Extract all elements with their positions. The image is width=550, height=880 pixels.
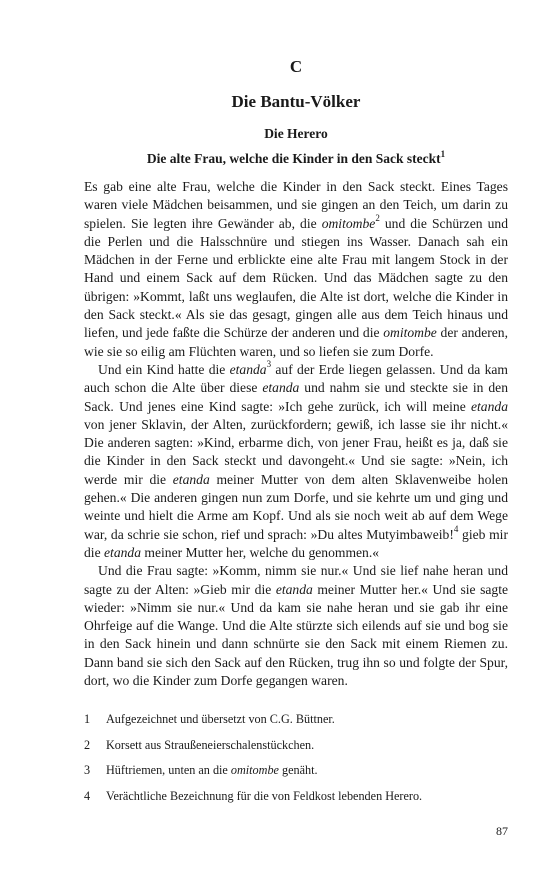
text-run: und nahm sie und steckte sie in den Sack. Und jenes eine Kind sagte: »Ich gehe zurück, ich will meine xyxy=(84,380,508,414)
paragraph xyxy=(84,562,508,690)
chapter-letter: C xyxy=(289,57,303,76)
text-run: der anderen, wie sie so eilig am Flüchten waren, und so liefen sie zum Dorfe. xyxy=(84,325,508,359)
italic-term: etanda xyxy=(471,398,508,414)
footnote-ref: 4 xyxy=(453,524,459,535)
section-title: Die Herero xyxy=(264,126,328,141)
footnote xyxy=(84,763,508,778)
story-body xyxy=(84,178,508,690)
italic-term: etanda xyxy=(275,581,313,597)
text-run: gieb mir die xyxy=(84,526,508,560)
footnote-ref: 3 xyxy=(266,359,272,370)
text-run: Es gab eine alte Frau, welche die Kinder in den Sack steckt. Eines Tages waren viele Mädchen beisammen, und sie gingen an den Teich, um darin zu spielen. Sie legten ihre Gewänder ab, die xyxy=(84,179,508,231)
italic-term: omitombe xyxy=(383,325,437,341)
story-title xyxy=(84,148,508,167)
italic-term: etanda xyxy=(172,471,210,487)
text-run: Verächtliche Bezeichnung für die von Feldkost lebenden Herero. xyxy=(106,789,423,803)
text-run: meiner Mutter her.« Und sie sagte wieder: »Nimm sie nur.« Und da kam sie nahe heran und sie gab ihr eine Ohrfeige auf die Wange. Und die Alte stürzte sich eilends auf sie und bog sie in den Sack hinein und dann schnürte sie den Sack mit einem Riemen zu. Dann band sie sich den Sack auf den Rücken, trug ihn so und folgte der Spur, dort, wo die Kinder zum Dorfe gegangen waren. xyxy=(84,581,509,689)
paragraph xyxy=(84,178,508,361)
story-title-text: Die alte Frau, welche die Kinder in den Sack steckt xyxy=(146,151,441,166)
italic-term: omitombe xyxy=(321,215,376,231)
page-number: 87 xyxy=(496,824,508,838)
footnote xyxy=(84,712,508,727)
footnote-ref: 2 xyxy=(375,213,380,224)
italic-term: etanda xyxy=(104,544,142,560)
text-run: Korsett aus Straußeneierschalenstückchen. xyxy=(106,738,315,752)
paragraph xyxy=(84,361,508,562)
italic-term: etanda xyxy=(229,361,267,377)
text-run: von jener Sklavin, der Alten, zurückfordern; gewiß, ich lasse sie ihr nicht.« Die anderen sagten: »Kind, erbarme dich, von jener Frau, heißt es ja, daß sie die Kinder in den Sack steckt und davongeht.« Und sie sagte: »Nein, ich werde mir die xyxy=(84,416,508,487)
text-run: Aufgezeichnet und übersetzt von C.G. Büttner. xyxy=(106,712,335,726)
text-run: genäht. xyxy=(278,763,318,777)
text-run: auf der Erde liegen gelassen. Und da kam auch schon die Alte über diese xyxy=(84,361,508,396)
text-run: meiner Mutter von dem alten Sklavenweibe holen gehen.« Die anderen gingen nun zum Dorfe, und sie kehrte um und ging und weinte und hielt die Arme am Kopf. Und als sie noch weit ab auf dem Wege war, da schrie sie schon, rief und sprach: »Du altes Mutyimbaweib! xyxy=(84,471,508,542)
footnote-number: 3 xyxy=(84,763,91,777)
chapter-title: Die Bantu-Völker xyxy=(231,92,361,111)
footnote-ref: 1 xyxy=(440,148,446,159)
text-run: Hüftriemen, unten an die xyxy=(106,763,231,777)
text-run: Und ein Kind hatte die xyxy=(98,361,230,377)
italic-term: omitombe xyxy=(230,763,279,777)
footnote-number: 1 xyxy=(84,712,91,726)
italic-term: etanda xyxy=(262,380,300,396)
text-run: meiner Mutter her, welche du genommen.« xyxy=(141,544,380,560)
footnote xyxy=(84,738,508,753)
footnote-number: 2 xyxy=(84,738,91,752)
text-run: Und die Frau sagte: »Komm, nimm sie nur.« Und sie lief nahe heran und sagte zu der Alten: »Gieb mir die xyxy=(84,563,508,597)
text-run: und die Schürzen und die Perlen und die Halsschnüre und stiegen ins Wasser. Danach sah ein Mädchen in der Ferne und erblickte eine alte Frau mit langem Stock in der Hand und einem Sack auf dem Rücken. Und das Mädchen sagte zu den übrigen: »Kommt, laßt uns weglaufen, die Alte ist dort, welche die Kinder in den Sack steckt.« Als sie das gesagt, gingen alle aus dem Teich hinaus und liefen, und jede faßte die Schürze der anderen und die xyxy=(84,215,508,341)
footnote-number: 4 xyxy=(84,789,91,803)
footnote xyxy=(84,789,508,804)
